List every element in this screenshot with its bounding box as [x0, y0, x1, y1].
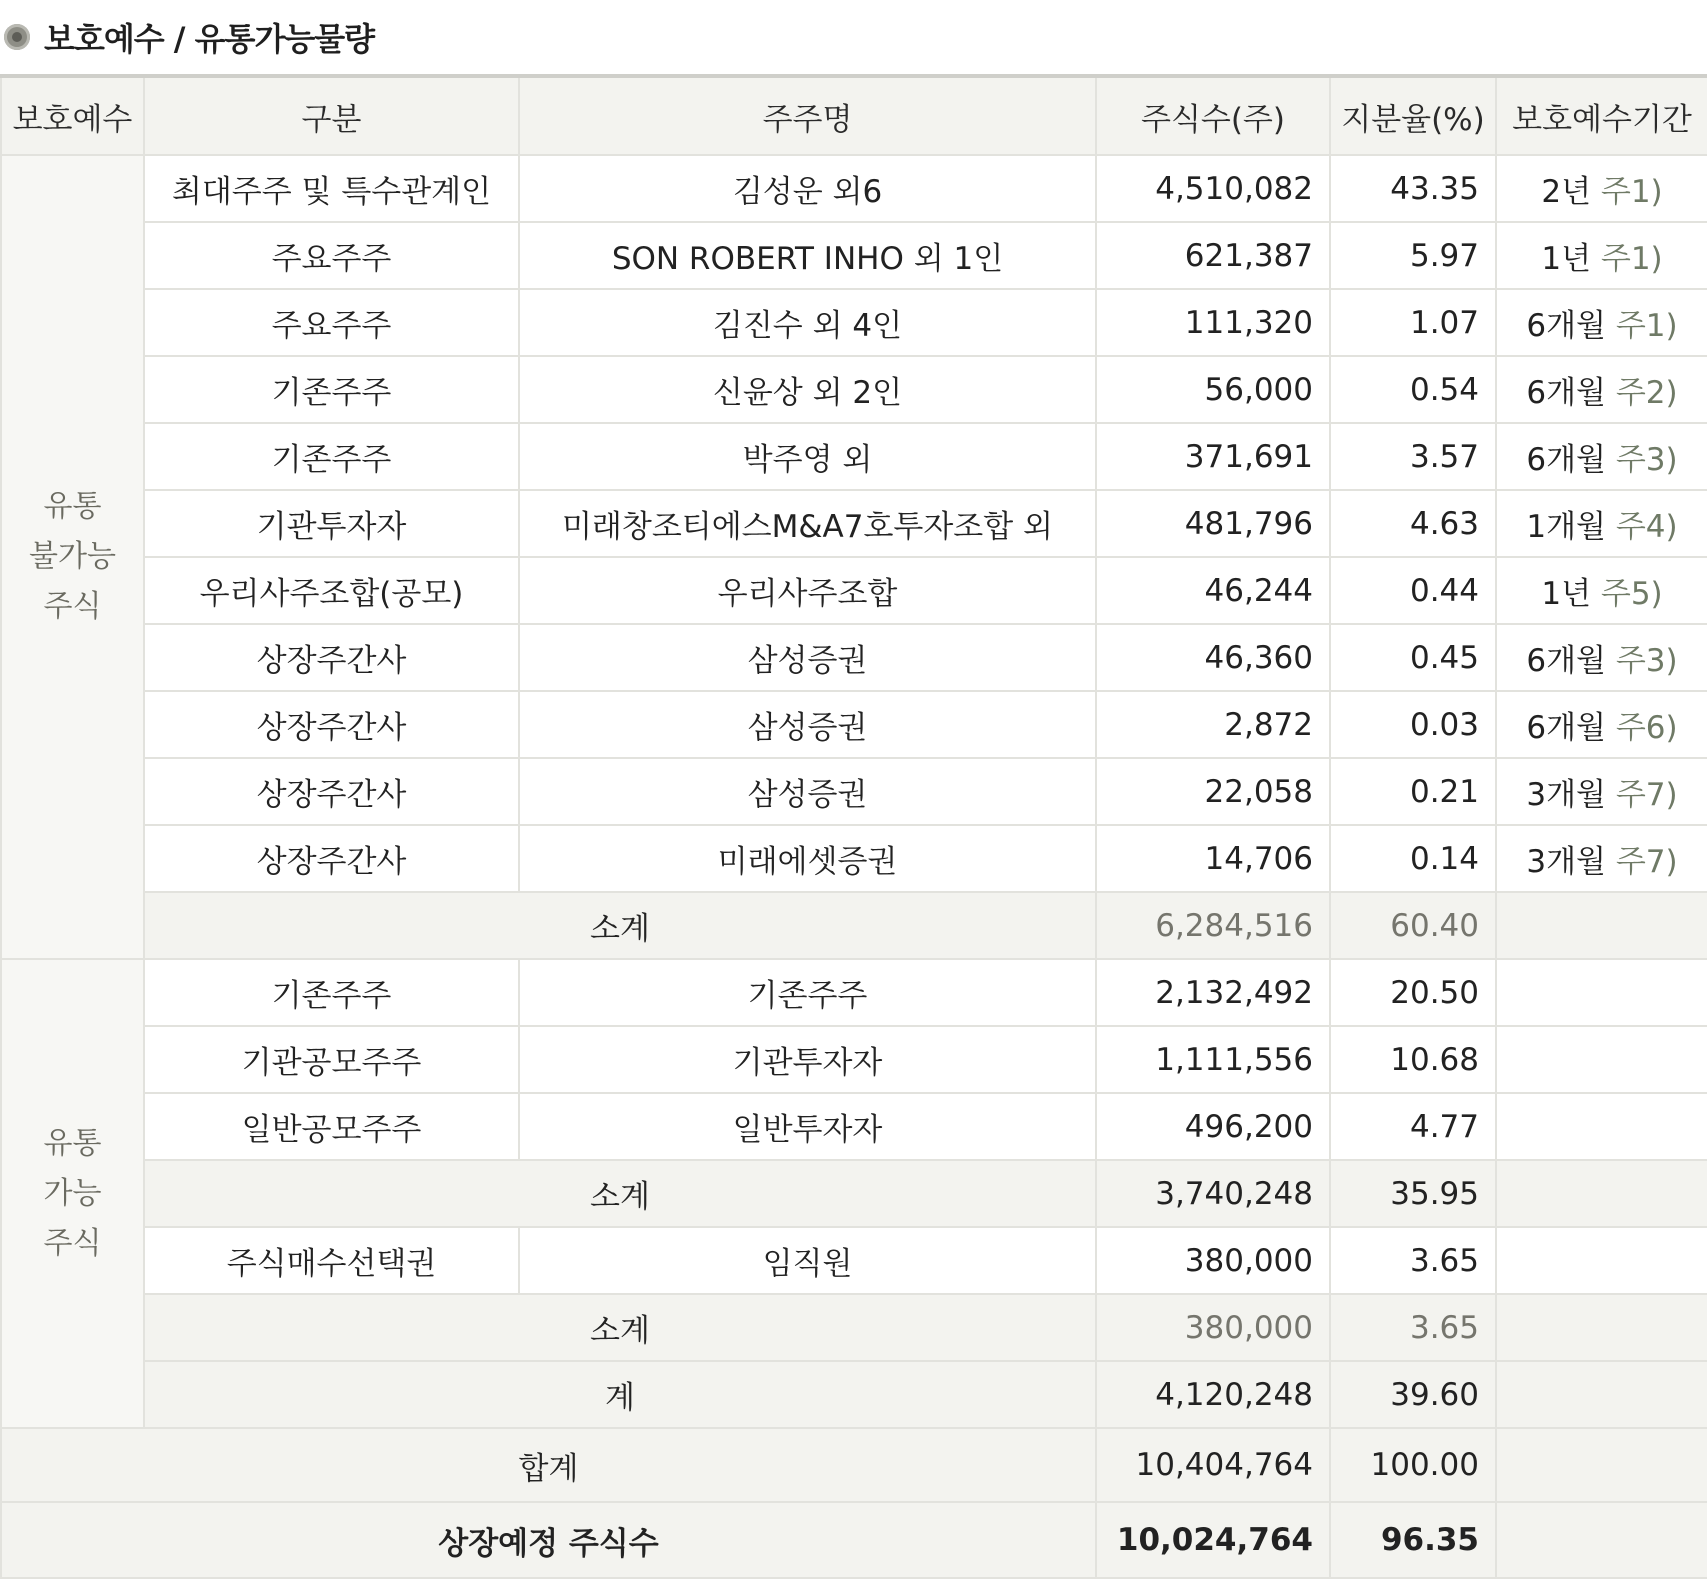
cell-ratio: 0.14	[1330, 825, 1496, 892]
cell-period	[1496, 959, 1707, 1026]
header-period: 보호예수기간	[1496, 76, 1707, 155]
cell-holder: 미래에셋증권	[519, 825, 1096, 892]
table-row	[1, 557, 1707, 624]
tradable-subtotal-row	[1, 1160, 1707, 1227]
cell-period	[1496, 1093, 1707, 1160]
subtotal-label: 소계	[144, 1294, 1096, 1361]
table-row	[1, 825, 1707, 892]
cell-category: 기관공모주주	[144, 1026, 519, 1093]
cell-ratio: 4.63	[1330, 490, 1496, 557]
period-footnote: 주6)	[1606, 710, 1678, 746]
cell-holder: 기존주주	[519, 959, 1096, 1026]
cell-period	[1496, 1227, 1707, 1294]
cell-category: 상장주간사	[144, 825, 519, 892]
period-value: 3개월	[1526, 777, 1606, 813]
cell-ratio: 0.44	[1330, 557, 1496, 624]
group-tradable-label	[1, 959, 144, 1428]
cell-period	[1496, 557, 1707, 624]
cell-category: 상장주간사	[144, 691, 519, 758]
cell-holder: 일반투자자	[519, 1093, 1096, 1160]
period-footnote: 주1)	[1591, 174, 1663, 210]
cell-shares: 4,510,082	[1096, 155, 1330, 222]
cell-ratio: 3.65	[1330, 1227, 1496, 1294]
subtotal-label: 계	[144, 1361, 1096, 1428]
grand-total-label: 합계	[1, 1428, 1096, 1502]
cell-period	[1496, 758, 1707, 825]
cell-category: 기존주주	[144, 959, 519, 1026]
cell-shares: 371,691	[1096, 423, 1330, 490]
table-row	[1, 289, 1707, 356]
header-row	[1, 76, 1707, 155]
subtotal-shares: 380,000	[1096, 1294, 1330, 1361]
header-shares: 주식수(주)	[1096, 76, 1330, 155]
cell-ratio: 0.03	[1330, 691, 1496, 758]
cell-holder: 김진수 외 4인	[519, 289, 1096, 356]
period-value: 6개월	[1526, 710, 1606, 746]
group-tradable-label-line: 유통	[43, 1125, 102, 1161]
period-footnote: 주3)	[1606, 442, 1678, 478]
cell-category: 주요주주	[144, 222, 519, 289]
cell-ratio: 0.54	[1330, 356, 1496, 423]
table-row	[1, 959, 1707, 1026]
period-value: 6개월	[1526, 375, 1606, 411]
table-row	[1, 1093, 1707, 1160]
cell-shares: 46,360	[1096, 624, 1330, 691]
subtotal-ratio: 3.65	[1330, 1294, 1496, 1361]
period-value: 3개월	[1526, 844, 1606, 880]
subtotal-shares: 3,740,248	[1096, 1160, 1330, 1227]
group-locked-label	[1, 155, 144, 959]
cell-ratio: 4.77	[1330, 1093, 1496, 1160]
subtotal-period	[1496, 1294, 1707, 1361]
cell-period	[1496, 423, 1707, 490]
cell-holder: 삼성증권	[519, 624, 1096, 691]
period-value: 2년	[1541, 174, 1592, 210]
cell-shares: 56,000	[1096, 356, 1330, 423]
table-row	[1, 624, 1707, 691]
subtotal-period	[1496, 1160, 1707, 1227]
group-locked-label-line: 주식	[43, 589, 102, 624]
period-value: 1개월	[1526, 509, 1606, 545]
cell-shares: 1,111,556	[1096, 1026, 1330, 1093]
listing-label: 상장예정 주식수	[1, 1502, 1096, 1578]
subtotal-shares: 4,120,248	[1096, 1361, 1330, 1428]
period-footnote: 주3)	[1606, 643, 1678, 679]
section-title: 보호예수 / 유통가능물량	[44, 20, 375, 58]
bullet-circle-icon	[4, 24, 30, 50]
table-row	[1, 423, 1707, 490]
cell-category: 최대주주 및 특수관계인	[144, 155, 519, 222]
cell-shares: 46,244	[1096, 557, 1330, 624]
cell-shares: 2,872	[1096, 691, 1330, 758]
table-row	[1, 356, 1707, 423]
cell-category: 기관투자자	[144, 490, 519, 557]
header-ratio: 지분율(%)	[1330, 76, 1496, 155]
cell-ratio: 1.07	[1330, 289, 1496, 356]
cell-ratio: 3.57	[1330, 423, 1496, 490]
cell-ratio: 20.50	[1330, 959, 1496, 1026]
subtotal-ratio: 39.60	[1330, 1361, 1496, 1428]
period-value: 6개월	[1526, 643, 1606, 679]
cell-ratio: 5.97	[1330, 222, 1496, 289]
cell-category: 상장주간사	[144, 758, 519, 825]
period-value: 6개월	[1526, 442, 1606, 478]
cell-period	[1496, 356, 1707, 423]
cell-holder: 미래창조티에스M&A7호투자조합 외	[519, 490, 1096, 557]
listing-row	[1, 1502, 1707, 1578]
cell-category: 주요주주	[144, 289, 519, 356]
cell-category: 기존주주	[144, 423, 519, 490]
period-value: 1년	[1541, 576, 1592, 612]
group-tradable-label-line: 가능	[43, 1175, 102, 1211]
cell-category: 우리사주조합(공모)	[144, 557, 519, 624]
table-row	[1, 222, 1707, 289]
cell-shares: 111,320	[1096, 289, 1330, 356]
cell-category: 기존주주	[144, 356, 519, 423]
locked-subtotal-row	[1, 892, 1707, 959]
listing-ratio: 96.35	[1330, 1502, 1496, 1578]
period-footnote: 주4)	[1606, 509, 1678, 545]
period-value: 1년	[1541, 241, 1592, 277]
cell-category: 일반공모주주	[144, 1093, 519, 1160]
grand-total-ratio: 100.00	[1330, 1428, 1496, 1502]
header-lockup: 보호예수	[1, 76, 144, 155]
grand-total-shares: 10,404,764	[1096, 1428, 1330, 1502]
header-category: 구분	[144, 76, 519, 155]
listing-shares: 10,024,764	[1096, 1502, 1330, 1578]
period-footnote: 주1)	[1606, 308, 1678, 344]
cell-ratio: 43.35	[1330, 155, 1496, 222]
cell-period	[1496, 825, 1707, 892]
period-footnote: 주1)	[1591, 241, 1663, 277]
subtotal-ratio: 35.95	[1330, 1160, 1496, 1227]
cell-ratio: 0.21	[1330, 758, 1496, 825]
cell-shares: 14,706	[1096, 825, 1330, 892]
group-locked-label-line: 불가능	[29, 539, 116, 574]
cell-shares: 621,387	[1096, 222, 1330, 289]
period-value: 6개월	[1526, 308, 1606, 344]
cell-ratio: 10.68	[1330, 1026, 1496, 1093]
subtotal-period	[1496, 1361, 1707, 1428]
cell-period	[1496, 155, 1707, 222]
period-footnote: 주5)	[1591, 576, 1663, 612]
table-row	[1, 691, 1707, 758]
header-holder: 주주명	[519, 76, 1096, 155]
option-subtotal-row	[1, 1294, 1707, 1361]
cell-shares: 380,000	[1096, 1227, 1330, 1294]
cell-period	[1496, 1026, 1707, 1093]
cell-period	[1496, 490, 1707, 557]
period-footnote: 주7)	[1606, 844, 1678, 880]
cell-holder: 임직원	[519, 1227, 1096, 1294]
cell-period	[1496, 289, 1707, 356]
cell-shares: 481,796	[1096, 490, 1330, 557]
listing-period	[1496, 1502, 1707, 1578]
grand-total-row	[1, 1428, 1707, 1502]
tradable-total-row	[1, 1361, 1707, 1428]
cell-holder: 신윤상 외 2인	[519, 356, 1096, 423]
cell-holder: SON ROBERT INHO 외 1인	[519, 222, 1096, 289]
table-row	[1, 490, 1707, 557]
cell-holder: 삼성증권	[519, 691, 1096, 758]
subtotal-label: 소계	[144, 892, 1096, 959]
table-row	[1, 155, 1707, 222]
subtotal-period	[1496, 892, 1707, 959]
cell-shares: 2,132,492	[1096, 959, 1330, 1026]
cell-ratio: 0.45	[1330, 624, 1496, 691]
table-row	[1, 758, 1707, 825]
lockup-table	[0, 74, 1707, 1579]
cell-period	[1496, 624, 1707, 691]
option-row	[1, 1227, 1707, 1294]
period-footnote: 주7)	[1606, 777, 1678, 813]
cell-holder: 우리사주조합	[519, 557, 1096, 624]
group-locked-label-line: 유통	[43, 489, 102, 524]
table-row	[1, 1026, 1707, 1093]
subtotal-ratio: 60.40	[1330, 892, 1496, 959]
cell-shares: 496,200	[1096, 1093, 1330, 1160]
subtotal-shares: 6,284,516	[1096, 892, 1330, 959]
cell-period	[1496, 691, 1707, 758]
section-title-bar	[0, 0, 1707, 74]
grand-total-period	[1496, 1428, 1707, 1502]
cell-shares: 22,058	[1096, 758, 1330, 825]
cell-category: 주식매수선택권	[144, 1227, 519, 1294]
group-tradable-label-line: 주식	[43, 1225, 102, 1261]
cell-holder: 삼성증권	[519, 758, 1096, 825]
cell-holder: 기관투자자	[519, 1026, 1096, 1093]
cell-holder: 김성운 외6	[519, 155, 1096, 222]
cell-holder: 박주영 외	[519, 423, 1096, 490]
subtotal-label: 소계	[144, 1160, 1096, 1227]
period-footnote: 주2)	[1606, 375, 1678, 411]
cell-category: 상장주간사	[144, 624, 519, 691]
cell-period	[1496, 222, 1707, 289]
